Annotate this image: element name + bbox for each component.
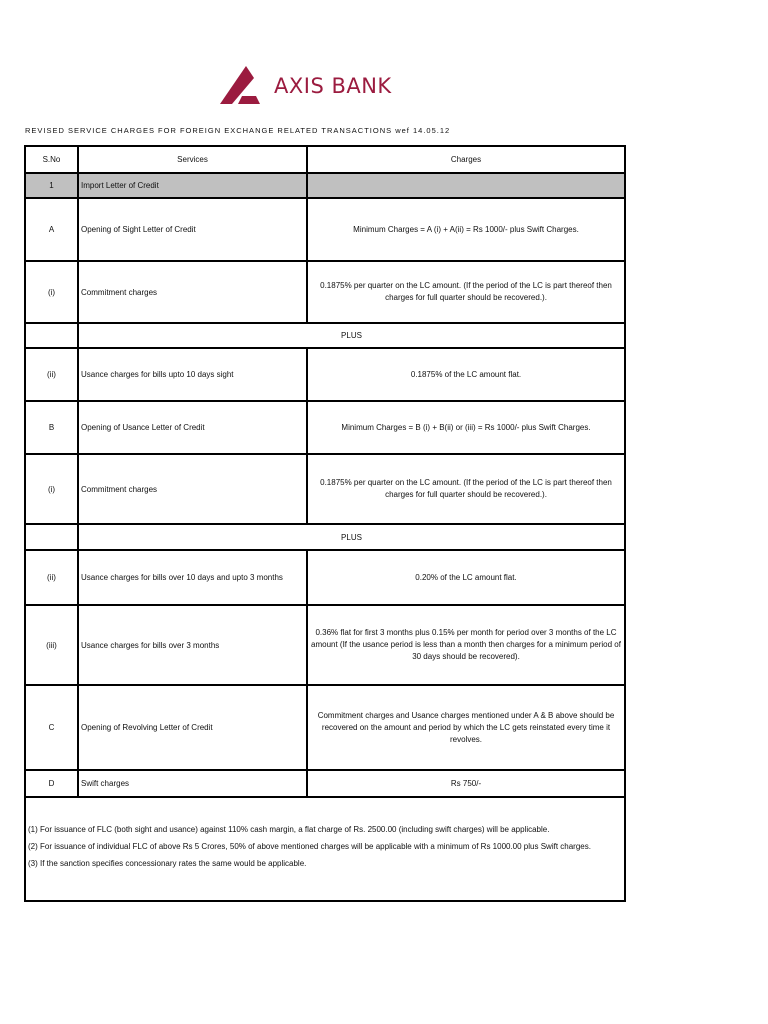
note-3: (3) If the sanction specifies concessionary rates the same would be applicable.	[28, 858, 307, 868]
table-row	[25, 173, 625, 198]
col-header-charges: Charges	[307, 146, 625, 173]
row-service: Swift charges	[78, 770, 307, 797]
plus-label: PLUS	[78, 524, 625, 550]
row-sno: 1	[25, 173, 78, 198]
table-row	[25, 198, 625, 261]
row-service: Commitment charges	[78, 261, 307, 323]
charges-table	[24, 145, 626, 902]
row-service: Opening of Revolving Letter of Credit	[78, 685, 307, 770]
table-row	[25, 605, 625, 685]
note-1: (1) For issuance of FLC (both sight and usance) against 110% cash margin, a flat charge of Rs. 2500.00 (including swift charges) will be applicable.	[28, 824, 550, 834]
row-sno: (i)	[25, 261, 78, 323]
col-header-services: Services	[78, 146, 307, 173]
table-row	[25, 685, 625, 770]
table-row	[25, 401, 625, 454]
table-row	[25, 261, 625, 323]
document-title: REVISED SERVICE CHARGES FOR FOREIGN EXCHANGE RELATED TRANSACTIONS wef 14.05.12	[25, 126, 451, 135]
notes-cell	[25, 797, 625, 901]
row-service: Usance charges for bills over 3 months	[78, 605, 307, 685]
row-charge: Rs 750/-	[307, 770, 625, 797]
row-sno: (ii)	[25, 550, 78, 605]
axis-bank-logo	[220, 66, 400, 108]
row-charge: 0.1875% per quarter on the LC amount. (If the period of the LC is part thereof then charges for full quarter should be recovered.).	[307, 261, 625, 323]
row-charge: 0.20% of the LC amount flat.	[307, 550, 625, 605]
plus-label: PLUS	[78, 323, 625, 348]
plus-row	[25, 524, 625, 550]
table-row	[25, 454, 625, 524]
row-sno: C	[25, 685, 78, 770]
row-charge: Minimum Charges = A (i) + A(ii) = Rs 1000/- plus Swift Charges.	[307, 198, 625, 261]
row-sno: B	[25, 401, 78, 454]
row-charge	[307, 173, 625, 198]
table-row	[25, 550, 625, 605]
table-header-row	[25, 146, 625, 173]
brand-name: AXIS BANK	[274, 74, 392, 98]
note-2: (2) For issuance of individual FLC of above Rs 5 Crores, 50% of above mentioned charges will be applicable with a minimum of Rs 1000.00 plus Swift charges.	[28, 841, 591, 851]
col-header-sno: S.No	[25, 146, 78, 173]
notes-row	[25, 797, 625, 901]
row-charge: 0.36% flat for first 3 months plus 0.15% per month for period over 3 months of the LC amount (If the usance period is less than a month then charges for a minimum period of 30 days should be recovered).	[307, 605, 625, 685]
axis-triangle-icon	[220, 66, 270, 106]
table-row	[25, 770, 625, 797]
row-service: Usance charges for bills over 10 days and upto 3 months	[78, 550, 307, 605]
row-sno: (ii)	[25, 348, 78, 401]
row-charge: Minimum Charges = B (i) + B(ii) or (iii) = Rs 1000/- plus Swift Charges.	[307, 401, 625, 454]
row-charge: 0.1875% of the LC amount flat.	[307, 348, 625, 401]
row-charge: 0.1875% per quarter on the LC amount. (If the period of the LC is part thereof then charges for full quarter should be recovered.).	[307, 454, 625, 524]
row-service: Opening of Sight Letter of Credit	[78, 198, 307, 261]
row-service: Opening of Usance Letter of Credit	[78, 401, 307, 454]
row-service: Import Letter of Credit	[78, 173, 307, 198]
table-row	[25, 348, 625, 401]
row-service: Usance charges for bills upto 10 days sight	[78, 348, 307, 401]
row-sno: A	[25, 198, 78, 261]
row-sno: (iii)	[25, 605, 78, 685]
row-service: Commitment charges	[78, 454, 307, 524]
plus-row	[25, 323, 625, 348]
row-sno: D	[25, 770, 78, 797]
row-charge: Commitment charges and Usance charges mentioned under A & B above should be recovered on the amount and period by which the LC gets reinstated every time it revolves.	[307, 685, 625, 770]
row-sno: (i)	[25, 454, 78, 524]
